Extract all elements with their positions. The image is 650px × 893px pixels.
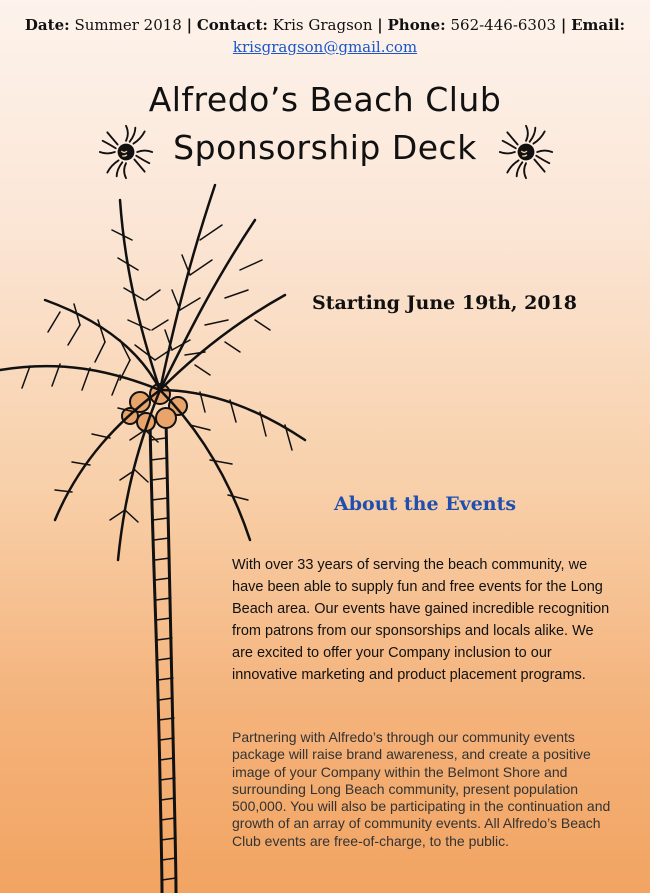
contact-header [0, 16, 650, 34]
separator: | [560, 16, 567, 34]
start-date: Starting June 19th, 2018 [312, 292, 577, 314]
about-paragraph-1: With over 33 years of serving the beach community, we have been able to supply fun and free events for the Long Beach area. Our events have gained incredible recognition from patrons from our sponsorships and locals alike. We are excited to offer your Company inclusion to our innovative marketing and product placement programs. [232, 557, 610, 683]
sun-icon [498, 124, 554, 180]
separator: | [377, 16, 383, 34]
date-value: Summer 2018 [74, 16, 182, 34]
date-label: Date: [24, 16, 70, 34]
sun-icon [98, 124, 154, 180]
page-title: Alfredo’s Beach Club [148, 80, 502, 119]
email-link[interactable]: krisgragson@gmail.com [232, 38, 418, 56]
page-subtitle: Sponsorship Deck [173, 128, 477, 167]
email-line [0, 38, 650, 56]
contact-label: Contact: [196, 16, 268, 34]
phone-value: 562-446-6303 [450, 16, 557, 34]
contact-value: Kris Gragson [272, 16, 373, 34]
about-paragraph-2: Partnering with Alfredo’s through our community events package will raise brand awareness, and create a positive image of your Company within the Belmont Shore and surrounding Long Beach community, present population 500,000. You will also be participating in the continuation and growth of an array of community events. All Alfredo’s Beach Club events are free-of-charge, to the public. [232, 729, 611, 849]
about-heading: About the Events [334, 493, 517, 515]
phone-label: Phone: [387, 16, 446, 34]
separator: | [186, 16, 193, 34]
email-label: Email: [571, 16, 626, 34]
